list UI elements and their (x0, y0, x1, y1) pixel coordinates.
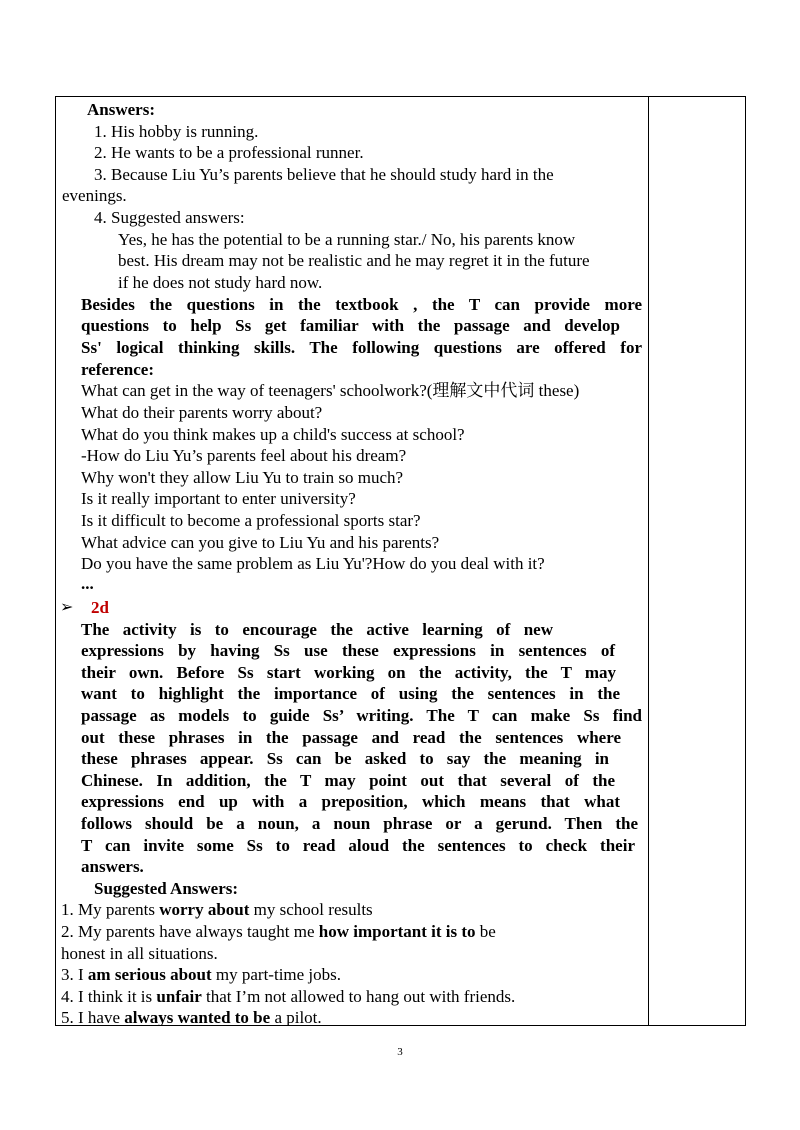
suggested-1-rest: my school results (249, 900, 373, 919)
suggested-2-text: 2. My parents have always taught me (61, 922, 319, 941)
answer-1: 1. His hobby is running. (94, 122, 259, 141)
section-arrow-icon: ➢ (60, 599, 74, 616)
activity-line-11: T can invite some Ss to read aloud the sentences to check their (81, 836, 635, 855)
suggested-5-phrase: always wanted to be (124, 1008, 271, 1026)
question-6: Is it really important to enter university? (81, 489, 356, 508)
answer-3-line-1: 3. Because Liu Yu’s parents believe that he should study hard in the (94, 165, 554, 184)
suggested-4-text: 4. I think it is (61, 987, 157, 1006)
suggested-1-phrase: worry about (159, 900, 250, 919)
question-8: What advice can you give to Liu Yu and his parents? (81, 533, 440, 552)
activity-line-4: want to highlight the importance of using the sentences in the (81, 684, 620, 703)
besides-line-3: Ss' logical thinking skills. The following questions are offered for (81, 338, 642, 357)
answer-4-line-2: best. His dream may not be realistic and he may regret it in the future (118, 251, 590, 270)
suggested-2-rest: be (475, 922, 496, 941)
suggested-5-rest: a pilot. (270, 1008, 322, 1026)
suggested-heading: Suggested Answers: (94, 879, 239, 898)
question-4: -How do Liu Yu’s parents feel about his dream? (81, 446, 407, 465)
activity-line-7: these phrases appear. Ss can be asked to say the meaning in (81, 749, 609, 768)
section-title-2d: 2d (91, 598, 109, 617)
suggested-4-rest: that I’m not allowed to hang out with friends. (201, 987, 516, 1006)
answer-4: 4. Suggested answers: (94, 208, 245, 227)
besides-line-4: reference: (81, 360, 154, 379)
question-7: Is it difficult to become a professional sports star? (81, 511, 421, 530)
suggested-3 (61, 964, 341, 985)
suggested-4 (61, 986, 515, 1007)
question-3: What do you think makes up a child's success at school? (81, 425, 465, 444)
answer-3-line-2: evenings. (62, 186, 127, 205)
suggested-3-rest: my part-time jobs. (211, 965, 342, 984)
answer-4-line-3: if he does not study hard now. (118, 273, 323, 292)
activity-line-3: their own. Before Ss start working on the activity, the T may (81, 663, 616, 682)
suggested-2-line-2: honest in all situations. (61, 944, 218, 963)
suggested-3-phrase: am serious about (87, 965, 212, 984)
activity-line-10: follows should be a noun, a noun phrase or a gerund. Then the (81, 814, 638, 833)
activity-line-9: expressions end up with a preposition, which means that what (81, 792, 620, 811)
suggested-1-text: 1. My parents (61, 900, 160, 919)
activity-line-2: expressions by having Ss use these expressions in sentences of (81, 641, 615, 660)
question-9: Do you have the same problem as Liu Yu'?How do you deal with it? (81, 554, 545, 573)
suggested-2-phrase: how important it is to (318, 922, 476, 941)
suggested-5-text: 5. I have (61, 1008, 125, 1026)
besides-line-1: Besides the questions in the textbook , the T can provide more (81, 295, 642, 314)
suggested-4-phrase: unfair (156, 987, 202, 1006)
answer-4-line-1: Yes, he has the potential to be a running star./ No, his parents know (118, 230, 576, 249)
column-divider (648, 96, 649, 1026)
answers-heading: Answers: (87, 100, 155, 119)
activity-line-8: Chinese. In addition, the T may point out that several of the (81, 771, 615, 790)
activity-line-6: out these phrases in the passage and read the sentences where (81, 728, 621, 747)
besides-line-2: questions to help Ss get familiar with the passage and develop (81, 316, 620, 335)
activity-line-5: passage as models to guide Ss’ writing. The T can make Ss find (81, 706, 642, 725)
suggested-5 (61, 1007, 322, 1026)
page-number: 3 (397, 1046, 403, 1058)
suggested-1 (61, 899, 373, 920)
question-ellipsis: ... (81, 574, 94, 593)
question-1: What can get in the way of teenagers' schoolwork?(理解文中代词 these) (81, 381, 580, 400)
suggested-3-text: 3. I (61, 965, 88, 984)
suggested-2 (61, 921, 496, 942)
activity-line-12: answers. (81, 857, 144, 876)
question-5: Why won't they allow Liu Yu to train so much? (81, 468, 404, 487)
activity-line-1: The activity is to encourage the active learning of new (81, 620, 553, 639)
lesson-content-cell (55, 96, 648, 1026)
question-2: What do their parents worry about? (81, 403, 323, 422)
answer-2: 2. He wants to be a professional runner. (94, 143, 364, 162)
